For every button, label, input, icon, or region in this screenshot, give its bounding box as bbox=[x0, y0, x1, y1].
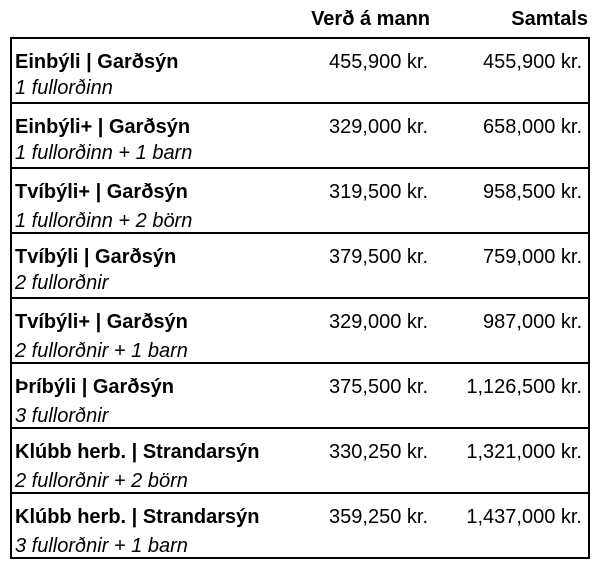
room-type: Þríbýli | Garðsýn bbox=[15, 376, 174, 398]
table-row bbox=[12, 169, 588, 234]
total-price: 1,437,000 kr. bbox=[466, 506, 582, 528]
total-price: 658,000 kr. bbox=[483, 116, 582, 138]
total-price: 1,321,000 kr. bbox=[466, 441, 582, 463]
room-type: Einbýli | Garðsýn bbox=[15, 51, 179, 73]
occupancy: 1 fullorðinn + 1 barn bbox=[15, 142, 193, 164]
table-row bbox=[12, 494, 588, 559]
occupancy: 2 fullorðnir + 1 barn bbox=[15, 340, 188, 362]
table-row bbox=[12, 299, 588, 364]
occupancy: 3 fullorðnir + 1 barn bbox=[15, 535, 188, 557]
price-per-person: 359,250 kr. bbox=[329, 506, 428, 528]
occupancy: 1 fullorðinn bbox=[15, 77, 113, 99]
table-row bbox=[12, 364, 588, 429]
price-per-person: 379,500 kr. bbox=[329, 246, 428, 268]
room-type: Tvíbýli+ | Garðsýn bbox=[15, 311, 188, 333]
price-table bbox=[10, 37, 590, 559]
total-price: 987,000 kr. bbox=[483, 311, 582, 333]
price-per-person: 455,900 kr. bbox=[329, 51, 428, 73]
price-per-person: 329,000 kr. bbox=[329, 116, 428, 138]
table-row bbox=[12, 429, 588, 494]
occupancy: 1 fullorðinn + 2 börn bbox=[15, 210, 193, 232]
price-per-person: 329,000 kr. bbox=[329, 311, 428, 333]
table-header bbox=[0, 8, 601, 36]
total-price: 455,900 kr. bbox=[483, 51, 582, 73]
table-row bbox=[12, 234, 588, 299]
header-price-per-person: Verð á mann bbox=[311, 8, 430, 30]
header-total: Samtals bbox=[511, 8, 588, 30]
total-price: 958,500 kr. bbox=[483, 181, 582, 203]
occupancy: 2 fullorðnir + 2 börn bbox=[15, 470, 188, 492]
table-row bbox=[12, 39, 588, 104]
room-type: Klúbb herb. | Strandarsýn bbox=[15, 506, 260, 528]
price-per-person: 375,500 kr. bbox=[329, 376, 428, 398]
room-type: Tvíbýli+ | Garðsýn bbox=[15, 181, 188, 203]
room-type: Klúbb herb. | Strandarsýn bbox=[15, 441, 260, 463]
room-type: Tvíbýli | Garðsýn bbox=[15, 246, 177, 268]
occupancy: 3 fullorðnir bbox=[15, 405, 109, 427]
total-price: 1,126,500 kr. bbox=[466, 376, 582, 398]
total-price: 759,000 kr. bbox=[483, 246, 582, 268]
occupancy: 2 fullorðnir bbox=[15, 272, 109, 294]
room-type: Einbýli+ | Garðsýn bbox=[15, 116, 191, 138]
table-row bbox=[12, 104, 588, 169]
price-per-person: 330,250 kr. bbox=[329, 441, 428, 463]
price-per-person: 319,500 kr. bbox=[329, 181, 428, 203]
